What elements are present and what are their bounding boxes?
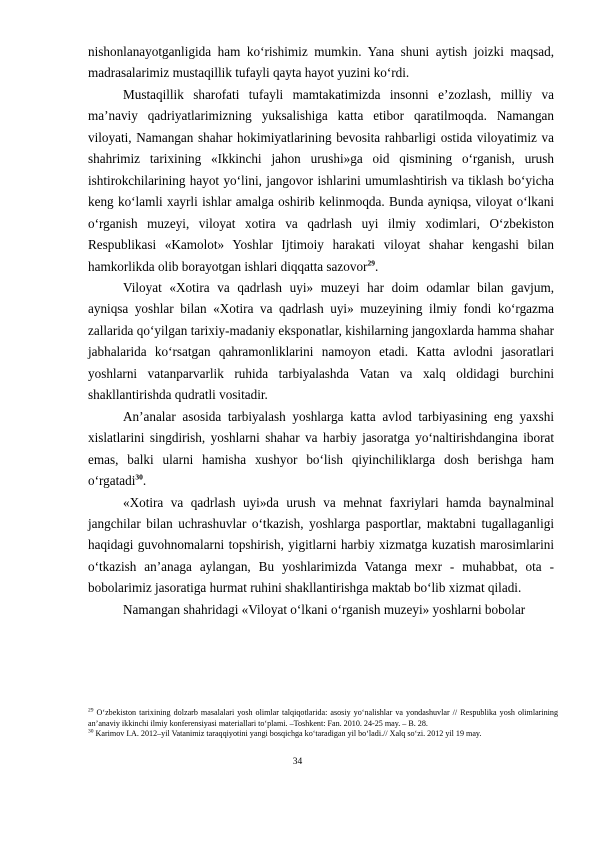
footnote-ref-29[interactable]: 29 (367, 258, 375, 268)
footnote-30 (88, 729, 558, 740)
paragraph-text: Namangan shahridagi «Viloyat o‘lkani o‘rganish muzeyi» yoshlarni bobolar (123, 601, 526, 617)
paragraph-text: An’analar asosida tarbiyalash yoshlarga katta avlod tarbiyasining eng yaxshi xislatlarini singdirish, yoshlarni shahar va harbiy jasoratga yo‘naltirishdangina iborat emas, balki ularni hamisha xushyor bo‘lish qiyinchiliklarga dosh berishga ham o‘rgatadi (88, 408, 554, 489)
paragraph-5 (88, 492, 554, 599)
paragraph-4: An’analar asosida tarbiyalash yoshlarga katta avlod tarbiyasining eng yaxshi xislatlarini singdirish, yoshlarni shahar va harbiy jasoratga yo‘naltirishdangina iborat emas, balki ularni hamisha xushyor bo‘lish qiyinchiliklarga dosh berishga ham o‘rgatadi$^{30}$. (88, 408, 554, 489)
paragraph-3 (88, 277, 554, 406)
footnote-ref-30[interactable]: 30 (135, 472, 143, 482)
paragraph-text: Mustaqillik sharofati tufayli mamtakatimizda insonni e’zozlash, milliy va ma’naviy qadriyatlarimizning yuksalishiga katta etibor qaratilmoqda. Namangan viloyati, Namangan shahar hokimiyatlarining bevosita rahbarligi ostida viloyatimiz va shahrimiz tarixining «Ikkinchi jahon urushi»ga oid qismining o‘rganish, urush ishtirokchilarining hayot yo‘lini, jangovor ishlarini umumlashtirish va tiklash bo‘yicha keng ko‘lamli xayrli ishlar amalga oshirib kelinmoqda. Bunda ayniqsa, viloyat o‘lkani o‘rganish muzeyi, viloyat xotira va qadrlash uyi ilmiy xodimlari, O‘zbekiston Respublikasi «Kamolot» Yoshlar Ijtimoiy harakati viloyat shahar kengashi bilan hamkorlikda olib borayotgan ishlari diqqatta sazovor (88, 86, 554, 274)
paragraph-6 (88, 599, 554, 620)
footnote-number: 30 (88, 728, 94, 735)
body-text (88, 41, 554, 620)
footnote-29 (88, 708, 558, 729)
page-number: 34 (292, 757, 303, 767)
footnotes (88, 708, 558, 740)
paragraph-text: Viloyat «Xotira va qadrlash uyi» muzeyi har doim odamlar bilan gavjum, ayniqsa yoshlar bilan «Xotira va qadrlash uyi» muzeyining ilmiy fondi ko‘rgazma zallarida qo‘yilgan tarixiy-madaniy eksponatlar, kishilarning jangoxlarda hamma shahar jabhalarida ko‘rsatgan qahramonliklarini namoyon etadi. Katta avlodni jasoratlari yoshlarni vatanparvarlik ruhida tarbiyalashda Vatan va xalq oldidagi burchini shakllantirishda qudratli vositadir. (88, 279, 554, 403)
paragraph-1 (88, 41, 554, 84)
paragraph-2: Mustaqillik sharofati tufayli mamtakatimizda insonni e’zozlash, milliy va ma’naviy qadriyatlarimizning yuksalishiga katta etibor qaratilmoqda. Namangan viloyati, Namangan shahar hokimiyatlarining bevosita rahbarligi ostida viloyatimiz va shahrimiz tarixining «Ikkinchi jahon urushi»ga oid qismining o‘rganish, urush ishtirokchilarining hayot yo‘lini, jangovor ishlarini umumlashtirish va tiklash bo‘yicha keng ko‘lamli xayrli ishlar amalga oshirib kelinmoqda. Bunda ayniqsa, viloyat o‘lkani o‘rganish muzeyi, viloyat xotira va qadrlash uyi ilmiy xodimlari, O‘zbekiston Respublikasi «Kamolot» Yoshlar Ijtimoiy harakati viloyat shahar kengashi bilan hamkorlikda olib borayotgan ishlari diqqatta sazovor$^{29}$. (88, 86, 554, 274)
footnote-number: 29 (88, 707, 94, 714)
footnote-text: O‘zbekiston tarixining dolzarb masalalari yosh olimlar talqiqotlarida: asosiy yo‘nalishlar va yondashuvlar // Respublika yosh olimlarining an’anaviy ikkinchi ilmiy konferensiyasi materiallari to‘plami. –Toshkent: Fan. 2010. 24-25 may. – B. 28. (88, 708, 558, 728)
footnote-text: Karimov I.A. 2012–yil Vatanimiz taraqqiyotini yangi bosqichga ko‘taradigan yil bo‘ladi.// Xalq so‘zi. 2012 yil 19 may. (93, 729, 482, 739)
paragraph-text: «Xotira va qadrlash uyi»da urush va mehnat faxriylari hamda baynalminal jangchilar bilan uchrashuvlar o‘tkazish, yoshlarga pasportlar, maktabni tugallaganligi haqidagi guvohnomalarni topshirish, yigitlarni harbiy xizmatga kuzatish marosimlarini o‘tkazish an’anaga aylangan, Bu yoshlarimizda Vatanga mexr - muhabbat, ota - bobolarimiz jasoratiga hurmat ruhini shakllantirishga maktab bo‘lib xizmat qiladi. (88, 494, 554, 596)
paragraph-text: nishonlanayotganligida ham ko‘rishimiz mumkin. Yana shuni aytish joizki maqsad, madrasalarimiz mustaqillik tufayli qayta hayot yuzini ko‘rdi. (88, 44, 554, 81)
